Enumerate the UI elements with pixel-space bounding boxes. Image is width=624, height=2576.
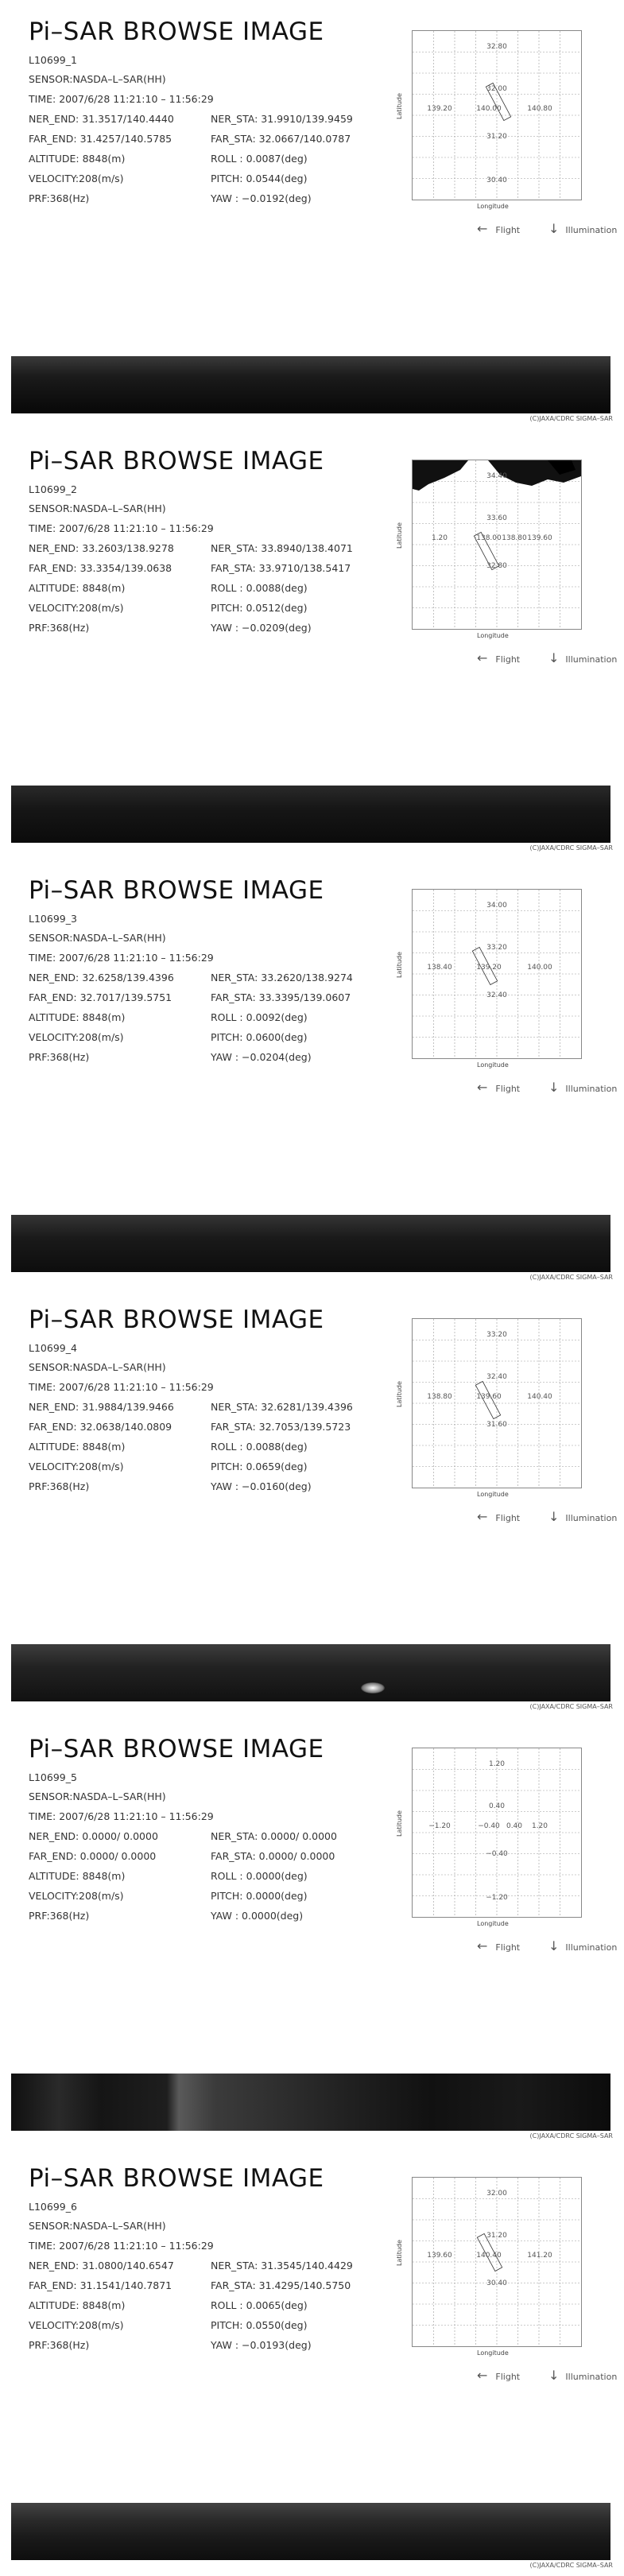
map-label-center: 139.60 xyxy=(476,1393,502,1401)
flight-arrow-icon: ← xyxy=(477,1938,488,1953)
field-altitude: ALTITUDE: 8848(m) xyxy=(29,1870,126,1882)
field-yaw: YAW : −0.0160(deg) xyxy=(211,1480,312,1492)
map-label-right: 140.00 xyxy=(527,964,552,972)
map-label-right: 140.40 xyxy=(527,1393,552,1401)
field-prf: PRF:368(Hz) xyxy=(29,2339,90,2351)
field-ner-end: NER_END: 31.9884/139.9466 xyxy=(29,1401,174,1413)
flight-legend xyxy=(477,2368,520,2383)
field-yaw: YAW : −0.0193(deg) xyxy=(211,2339,312,2351)
illumination-label: Illumination xyxy=(565,2372,618,2382)
longitude-axis-label: Longitude xyxy=(477,1491,509,1498)
sar-image-strip xyxy=(11,356,610,413)
longitude-axis-label: Longitude xyxy=(477,632,509,639)
map-grid-svg xyxy=(413,2178,581,2346)
flight-legend xyxy=(477,1509,520,1524)
panel-title: Pi–SAR BROWSE IMAGE xyxy=(29,2164,324,2193)
map-label-center: 140.40 xyxy=(476,2252,502,2260)
illumination-label: Illumination xyxy=(565,225,618,235)
field-yaw: YAW : −0.0204(deg) xyxy=(211,1051,312,1063)
map-label-bottom: 30.40 xyxy=(486,177,507,184)
illumination-legend xyxy=(548,650,617,665)
browse-panel-4 xyxy=(0,1288,624,1717)
longitude-axis-label: Longitude xyxy=(477,1920,509,1927)
map-label-center: 139.20 xyxy=(476,964,502,972)
copyright-credit: (C)JAXA/CDRC SIGMA–SAR xyxy=(529,2132,613,2140)
panel-title: Pi–SAR BROWSE IMAGE xyxy=(29,447,324,475)
panel-title: Pi–SAR BROWSE IMAGE xyxy=(29,876,324,905)
map-label-top: 1.20 xyxy=(488,1760,506,1768)
flight-label: Flight xyxy=(495,225,521,235)
flight-arrow-icon: ← xyxy=(477,650,488,665)
illumination-label: Illumination xyxy=(565,1084,618,1094)
map-label-left: 138.80 xyxy=(427,1393,452,1401)
latitude-axis-label: Latitude xyxy=(396,1381,403,1407)
field-far-sta: FAR_STA: 31.4295/140.5750 xyxy=(211,2279,351,2291)
field-ner-end: NER_END: 32.6258/139.4396 xyxy=(29,972,174,983)
field-sensor: SENSOR:NASDA–L–SAR(HH) xyxy=(29,73,166,85)
field-sensor: SENSOR:NASDA–L–SAR(HH) xyxy=(29,502,166,514)
field-time: TIME: 2007/6/28 11:21:10 – 11:56:29 xyxy=(29,2240,214,2252)
map-label-top: 33.20 xyxy=(486,1331,507,1339)
flight-arrow-icon: ← xyxy=(477,221,488,236)
browse-panel-6 xyxy=(0,2147,624,2576)
field-sensor: SENSOR:NASDA–L–SAR(HH) xyxy=(29,2220,166,2232)
map-label-right: 141.20 xyxy=(527,2252,552,2260)
map-grid-svg xyxy=(413,1748,581,1917)
longitude-axis-label: Longitude xyxy=(477,2349,509,2357)
map-label-top: 34.00 xyxy=(486,902,507,910)
field-ner-end: NER_END: 33.2603/138.9278 xyxy=(29,542,174,554)
map-label-lower: −0.40 xyxy=(486,1850,508,1858)
flight-label: Flight xyxy=(495,1513,521,1523)
map-label-center2: 0.40 xyxy=(506,1822,523,1830)
illumination-legend xyxy=(548,221,617,236)
field-far-sta: FAR_STA: 33.9710/138.5417 xyxy=(211,562,351,574)
field-id: L10699_6 xyxy=(29,2201,77,2213)
field-ner-sta: NER_STA: 0.0000/ 0.0000 xyxy=(211,1830,337,1842)
copyright-credit: (C)JAXA/CDRC SIGMA–SAR xyxy=(529,1274,613,1281)
field-velocity: VELOCITY:208(m/s) xyxy=(29,2319,124,2331)
map-label-upper: 32.00 xyxy=(486,85,507,93)
illumination-legend xyxy=(548,2368,617,2383)
flight-label: Flight xyxy=(495,1084,521,1094)
illumination-legend xyxy=(548,1938,617,1953)
field-far-sta: FAR_STA: 33.3395/139.0607 xyxy=(211,991,351,1003)
map-grid-svg xyxy=(413,31,581,200)
map-label-center: −0.40 xyxy=(478,1822,500,1830)
map-label-lower: 31.60 xyxy=(486,1421,507,1429)
field-ner-end: NER_END: 31.0800/140.6547 xyxy=(29,2260,174,2271)
sar-image-strip xyxy=(11,786,610,843)
map-label-lower: 32.40 xyxy=(486,991,507,999)
field-velocity: VELOCITY:208(m/s) xyxy=(29,602,124,614)
field-pitch: PITCH: 0.0659(deg) xyxy=(211,1461,308,1472)
sar-bright-feature xyxy=(361,1682,385,1693)
illumination-arrow-icon: ↓ xyxy=(548,1509,560,1524)
map-grid-svg xyxy=(413,460,581,629)
longitude-axis-label: Longitude xyxy=(477,203,509,210)
land-mass xyxy=(413,460,468,491)
field-altitude: ALTITUDE: 8848(m) xyxy=(29,582,126,594)
illumination-label: Illumination xyxy=(565,1942,618,1953)
map-label-upper: 31.20 xyxy=(486,2232,507,2240)
map-label-upper: 32.40 xyxy=(486,1373,507,1381)
field-altitude: ALTITUDE: 8848(m) xyxy=(29,1441,126,1453)
field-far-end: FAR_END: 32.0638/140.0809 xyxy=(29,1421,172,1433)
illumination-arrow-icon: ↓ xyxy=(548,1938,560,1953)
flight-legend xyxy=(477,1938,520,1953)
flight-label: Flight xyxy=(495,654,521,665)
field-ner-sta: NER_STA: 31.3545/140.4429 xyxy=(211,2260,353,2271)
field-roll: ROLL : 0.0065(deg) xyxy=(211,2299,308,2311)
field-id: L10699_1 xyxy=(29,54,77,66)
field-time: TIME: 2007/6/28 11:21:10 – 11:56:29 xyxy=(29,93,214,105)
field-ner-sta: NER_STA: 32.6281/139.4396 xyxy=(211,1401,353,1413)
map-grid-svg xyxy=(413,890,581,1058)
field-pitch: PITCH: 0.0600(deg) xyxy=(211,1031,308,1043)
field-ner-end: NER_END: 0.0000/ 0.0000 xyxy=(29,1830,158,1842)
illumination-label: Illumination xyxy=(565,654,618,665)
field-far-end: FAR_END: 0.0000/ 0.0000 xyxy=(29,1850,157,1862)
field-roll: ROLL : 0.0087(deg) xyxy=(211,153,308,165)
illumination-legend xyxy=(548,1080,617,1095)
map-label-top: 34.40 xyxy=(486,472,507,480)
browse-panel-3 xyxy=(0,859,624,1288)
map-label-lower: 30.40 xyxy=(486,2279,507,2287)
field-altitude: ALTITUDE: 8848(m) xyxy=(29,1011,126,1023)
flight-legend xyxy=(477,221,520,236)
map-label-right: 1.20 xyxy=(531,1822,548,1830)
flight-arrow-icon: ← xyxy=(477,1080,488,1095)
field-altitude: ALTITUDE: 8848(m) xyxy=(29,2299,126,2311)
field-time: TIME: 2007/6/28 11:21:10 – 11:56:29 xyxy=(29,1381,214,1393)
map-label-upper: 33.20 xyxy=(486,944,507,952)
field-time: TIME: 2007/6/28 11:21:10 – 11:56:29 xyxy=(29,952,214,964)
field-far-sta: FAR_STA: 32.7053/139.5723 xyxy=(211,1421,351,1433)
map-label-top: 32.00 xyxy=(486,2190,507,2198)
panel-title: Pi–SAR BROWSE IMAGE xyxy=(29,1735,324,1763)
field-roll: ROLL : 0.0088(deg) xyxy=(211,1441,308,1453)
field-pitch: PITCH: 0.0512(deg) xyxy=(211,602,308,614)
field-prf: PRF:368(Hz) xyxy=(29,192,90,204)
field-yaw: YAW : 0.0000(deg) xyxy=(211,1910,304,1922)
map-label-lower: 32.80 xyxy=(486,562,507,570)
map-label-upper: 0.40 xyxy=(488,1802,506,1810)
map-grid-svg xyxy=(413,1319,581,1488)
copyright-credit: (C)JAXA/CDRC SIGMA–SAR xyxy=(529,1703,613,1710)
latitude-axis-label: Latitude xyxy=(396,93,403,119)
browse-panel-5 xyxy=(0,1717,624,2147)
sar-image-strip xyxy=(11,1644,610,1701)
field-altitude: ALTITUDE: 8848(m) xyxy=(29,153,126,165)
field-id: L10699_2 xyxy=(29,483,77,495)
field-sensor: SENSOR:NASDA–L–SAR(HH) xyxy=(29,1790,166,1802)
field-ner-sta: NER_STA: 31.9910/139.9459 xyxy=(211,113,353,125)
flight-legend xyxy=(477,1080,520,1095)
field-far-end: FAR_END: 33.3354/139.0638 xyxy=(29,562,172,574)
field-prf: PRF:368(Hz) xyxy=(29,1910,90,1922)
field-id: L10699_3 xyxy=(29,913,77,925)
map-label-right: 139.60 xyxy=(527,534,552,542)
field-id: L10699_4 xyxy=(29,1342,77,1354)
field-roll: ROLL : 0.0092(deg) xyxy=(211,1011,308,1023)
field-ner-sta: NER_STA: 33.2620/138.9274 xyxy=(211,972,353,983)
flight-arrow-icon: ← xyxy=(477,2368,488,2383)
flight-arrow-icon: ← xyxy=(477,1509,488,1524)
map-label-lower: 31.20 xyxy=(486,133,507,141)
location-map xyxy=(412,1318,582,1488)
map-label-left: 138.40 xyxy=(427,964,452,972)
location-map xyxy=(412,30,582,200)
illumination-arrow-icon: ↓ xyxy=(548,2368,560,2383)
field-far-end: FAR_END: 31.4257/140.5785 xyxy=(29,133,172,145)
field-ner-sta: NER_STA: 33.8940/138.4071 xyxy=(211,542,353,554)
illumination-arrow-icon: ↓ xyxy=(548,221,560,236)
field-roll: ROLL : 0.0088(deg) xyxy=(211,582,308,594)
browse-panel-2 xyxy=(0,429,624,859)
map-label-right: 140.80 xyxy=(527,105,552,113)
flight-legend xyxy=(477,650,520,665)
field-far-end: FAR_END: 31.1541/140.7871 xyxy=(29,2279,172,2291)
map-label-top: 32.80 xyxy=(486,43,507,51)
field-sensor: SENSOR:NASDA–L–SAR(HH) xyxy=(29,1361,166,1373)
longitude-axis-label: Longitude xyxy=(477,1061,509,1069)
sar-image-strip xyxy=(11,2503,610,2560)
field-prf: PRF:368(Hz) xyxy=(29,1051,90,1063)
field-velocity: VELOCITY:208(m/s) xyxy=(29,1031,124,1043)
field-far-end: FAR_END: 32.7017/139.5751 xyxy=(29,991,172,1003)
latitude-axis-label: Latitude xyxy=(396,1810,403,1837)
location-map xyxy=(412,889,582,1059)
field-prf: PRF:368(Hz) xyxy=(29,1480,90,1492)
field-pitch: PITCH: 0.0544(deg) xyxy=(211,173,308,184)
location-map xyxy=(412,460,582,630)
field-velocity: VELOCITY:208(m/s) xyxy=(29,1890,124,1902)
browse-panel-1 xyxy=(0,0,624,429)
illumination-arrow-icon: ↓ xyxy=(548,1080,560,1095)
map-label-left: 1.20 xyxy=(431,534,448,542)
map-label-center: 138.00 xyxy=(476,534,502,542)
field-sensor: SENSOR:NASDA–L–SAR(HH) xyxy=(29,932,166,944)
map-label-center: 140.00 xyxy=(476,105,502,113)
field-id: L10699_5 xyxy=(29,1771,77,1783)
flight-label: Flight xyxy=(495,2372,521,2382)
latitude-axis-label: Latitude xyxy=(396,952,403,978)
field-time: TIME: 2007/6/28 11:21:10 – 11:56:29 xyxy=(29,1810,214,1822)
location-map xyxy=(412,2177,582,2347)
copyright-credit: (C)JAXA/CDRC SIGMA–SAR xyxy=(529,415,613,422)
flight-label: Flight xyxy=(495,1942,521,1953)
field-velocity: VELOCITY:208(m/s) xyxy=(29,173,124,184)
field-far-sta: FAR_STA: 0.0000/ 0.0000 xyxy=(211,1850,335,1862)
map-label-left: 139.60 xyxy=(427,2252,452,2260)
map-label-center2: 138.80 xyxy=(502,534,527,542)
illumination-arrow-icon: ↓ xyxy=(548,650,560,665)
copyright-credit: (C)JAXA/CDRC SIGMA–SAR xyxy=(529,2562,613,2569)
sar-image-strip xyxy=(11,1215,610,1272)
field-pitch: PITCH: 0.0000(deg) xyxy=(211,1890,308,1902)
field-yaw: YAW : −0.0209(deg) xyxy=(211,622,312,634)
map-label-left: 139.20 xyxy=(427,105,452,113)
panel-title: Pi–SAR BROWSE IMAGE xyxy=(29,1305,324,1334)
latitude-axis-label: Latitude xyxy=(396,2240,403,2266)
field-prf: PRF:368(Hz) xyxy=(29,622,90,634)
map-label-bottom: −1.20 xyxy=(486,1894,508,1902)
map-label-left: −1.20 xyxy=(428,1822,451,1830)
copyright-credit: (C)JAXA/CDRC SIGMA–SAR xyxy=(529,844,613,852)
location-map xyxy=(412,1748,582,1918)
field-roll: ROLL : 0.0000(deg) xyxy=(211,1870,308,1882)
sar-image-strip xyxy=(11,2074,610,2131)
field-far-sta: FAR_STA: 32.0667/140.0787 xyxy=(211,133,351,145)
illumination-label: Illumination xyxy=(565,1513,618,1523)
field-yaw: YAW : −0.0192(deg) xyxy=(211,192,312,204)
panel-title: Pi–SAR BROWSE IMAGE xyxy=(29,17,324,46)
field-ner-end: NER_END: 31.3517/140.4440 xyxy=(29,113,174,125)
map-label-upper: 33.60 xyxy=(486,514,507,522)
latitude-axis-label: Latitude xyxy=(396,522,403,549)
illumination-legend xyxy=(548,1509,617,1524)
field-pitch: PITCH: 0.0550(deg) xyxy=(211,2319,308,2331)
field-velocity: VELOCITY:208(m/s) xyxy=(29,1461,124,1472)
field-time: TIME: 2007/6/28 11:21:10 – 11:56:29 xyxy=(29,522,214,534)
